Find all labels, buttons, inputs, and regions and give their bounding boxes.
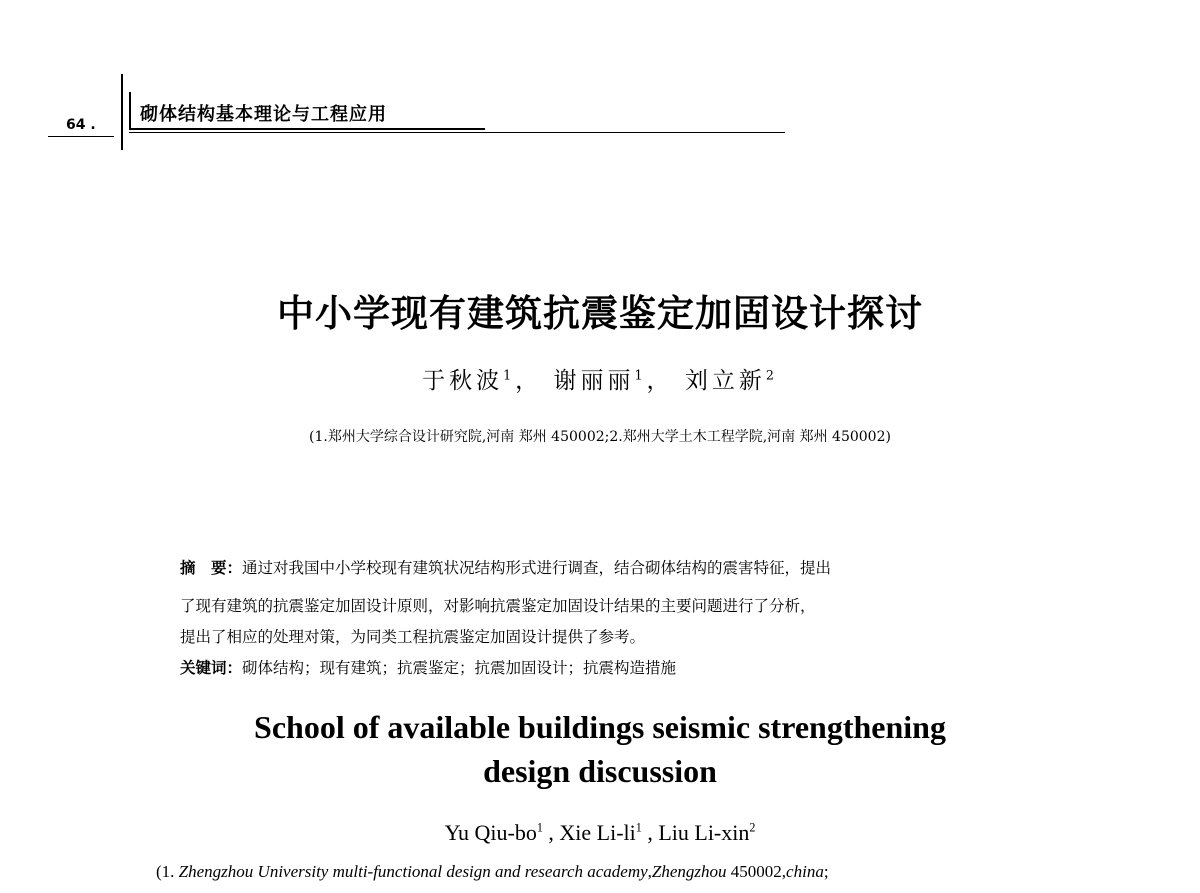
abstract-line-1 (180, 556, 1040, 580)
affiliation-en-postcode: 450002, (726, 862, 787, 881)
paper-title-en (0, 705, 1200, 793)
author-affiliation-mark: 1 (634, 367, 647, 383)
author-separator: ， (646, 368, 674, 394)
author-affiliation-mark: 1 (635, 820, 642, 835)
affiliation-en-institution: Zhengzhou University multi-functional design and research academy (178, 862, 648, 881)
header-vertical-bar-inner (129, 92, 131, 130)
affiliation-en-separator: , (647, 862, 652, 881)
author-separator: , (542, 820, 560, 845)
keywords-line (180, 656, 1040, 680)
journal-title: 砌体结构基本理论与工程应用 (140, 104, 387, 125)
affiliation-en-suffix: ; (823, 862, 829, 881)
affiliation-cn: (1.郑州大学综合设计研究院,河南 郑州 450002;2.郑州大学土木工程学院,河南 郑州 450002) (309, 429, 891, 445)
author-name-en: Xie Li-li (559, 820, 636, 845)
abstract-line-3: 提出了相应的处理对策，为同类工程抗震鉴定加固设计提供了参考。 (180, 628, 646, 646)
author-name-en: Yu Qiu-bo (444, 820, 537, 845)
authors-cn (0, 362, 1200, 395)
affiliation-en (156, 862, 829, 882)
author-name-en: Liu Li-xin (658, 820, 750, 845)
author-affiliation-mark: 1 (503, 367, 516, 383)
paper-title-cn: 中小学现有建筑抗震鉴定加固设计探讨 (277, 291, 923, 335)
header-rule-thin (129, 132, 785, 133)
author-separator: ， (515, 368, 543, 394)
authors-en (0, 820, 1200, 846)
abstract-label: 摘 要： (180, 558, 243, 577)
paper-title-en-line-1: School of available buildings seismic strengthening (254, 709, 946, 745)
header-rule-left (48, 136, 114, 137)
abstract-text: 通过对我国中小学校现有建筑状况结构形式进行调查，结合砌体结构的震害特征，提出 (242, 559, 832, 577)
header-vertical-bar (121, 74, 123, 150)
author-name: 于秋波 (422, 368, 504, 394)
affiliation-en-city: Zhengzhou (651, 862, 727, 881)
author-separator: , (641, 820, 659, 845)
author-affiliation-mark: 2 (749, 820, 756, 835)
keywords-label: 关键词： (180, 658, 243, 677)
header-rule-thick (129, 128, 485, 130)
author-affiliation-mark: 2 (765, 367, 778, 383)
keywords-text: 砌体结构；现有建筑；抗震鉴定；抗震加固设计；抗震构造措施 (242, 659, 677, 677)
author-name: 谢丽丽 (553, 368, 635, 394)
abstract-line-2: 了现有建筑的抗震鉴定加固设计原则，对影响抗震鉴定加固设计结果的主要问题进行了分析， (180, 597, 816, 615)
affiliation-en-prefix: (1. (156, 862, 179, 881)
affiliation-en-country: china (786, 862, 824, 881)
paper-title-en-line-2: design discussion (483, 753, 717, 789)
author-name: 刘立新 (684, 368, 766, 394)
page-number: 64 . (66, 117, 96, 133)
author-affiliation-mark: 1 (536, 820, 543, 835)
